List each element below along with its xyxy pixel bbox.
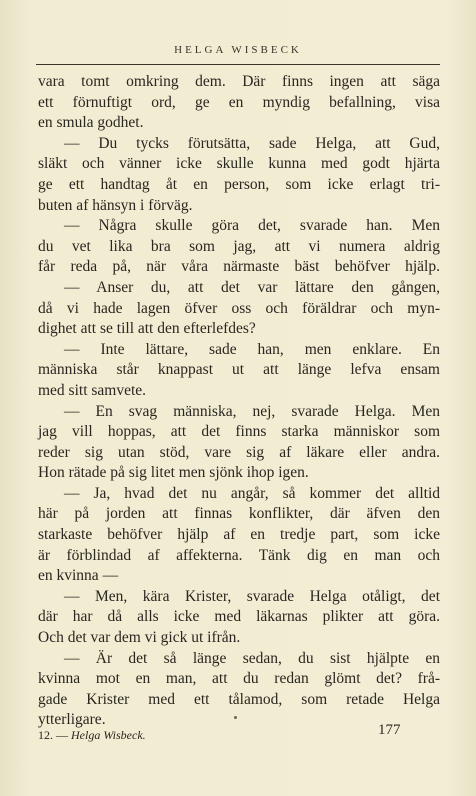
- text-line: Och det var dem vi gick ut ifrån.: [38, 629, 241, 647]
- text-line: — En svag människa, nej, svarade Helga. Men: [64, 402, 440, 420]
- text-line: starkaste behöfver hjälp af en tredje part, som icke: [38, 526, 440, 544]
- text-line: en kvinna —: [38, 567, 119, 585]
- text-line: då vi hade lagen öfver oss och föräldrar och myn-: [38, 299, 440, 317]
- text-line: — Ja, hvad det nu angår, så kommer det alltid: [64, 484, 440, 502]
- text-line: får reda på, när våra närmaste bäst behöfver hjälp.: [38, 258, 440, 276]
- text-line: ett förnuftigt ord, ge en myndig befallning, visa: [38, 93, 440, 111]
- text-line: människa står knappast ut att länge lefva ensam: [38, 361, 440, 379]
- signature-mark: [38, 728, 146, 743]
- text-line: ge ett handtag åt en person, som icke erlagt tri-: [38, 175, 440, 193]
- text-line: här på jorden att finnas konflikter, där äfven den: [38, 505, 440, 523]
- signature-number: 12. —: [38, 728, 68, 742]
- text-line: buten af hänsyn i förväg.: [38, 196, 193, 214]
- text-line: ytterligare.: [38, 711, 106, 729]
- text-line: du vet lika bra som jag, att vi numera aldrig: [38, 237, 440, 255]
- text-line: jag vill hoppas, att det finns starka människor som: [38, 423, 440, 441]
- text-line: — Inte lättare, sade han, men enklare. En: [64, 340, 440, 358]
- text-line: kvinna mot en man, att du redan glömt det? frå-: [38, 670, 440, 688]
- text-line: — Några skulle göra det, svarade han. Men: [64, 217, 440, 235]
- text-line: släkt och vänner icke skulle kunna med godt hjärta: [38, 155, 440, 173]
- text-line: gade Krister med ett tålamod, som retade Helga: [38, 690, 440, 708]
- text-line: vara tomt omkring dem. Där finns ingen att säga: [38, 73, 440, 90]
- paper-speck: [234, 716, 237, 719]
- text-line: är förblindad af affekterna. Tänk dig en man och: [38, 546, 440, 564]
- text-line: där har då alls icke med läkarnas plikter att göra.: [38, 608, 440, 626]
- text-line: dighet att se till att den efterlefdes?: [38, 320, 256, 338]
- text-line: reder sig utan stöd, vare sig af läkare eller andra.: [38, 443, 440, 461]
- running-head: HELGA WISBECK: [174, 44, 302, 56]
- text-line: — Du tycks förutsätta, sade Helga, att Gud,: [64, 134, 440, 152]
- text-line: — Men, kära Krister, svarade Helga otåligt, det: [64, 587, 440, 605]
- text-line: — Är det så länge sedan, du sist hjälpte en: [64, 649, 440, 667]
- text-line: Hon rätade på sig litet men sjönk ihop igen.: [38, 464, 309, 482]
- signature-title: Helga Wisbeck.: [71, 728, 146, 742]
- text-line: en smula godhet.: [38, 114, 144, 132]
- body-text: [38, 72, 440, 731]
- header-rule: [36, 64, 440, 65]
- page-number: 177: [378, 722, 401, 738]
- text-line: med sitt samvete.: [38, 381, 147, 399]
- text-line: — Anser du, att det var lättare den gången,: [64, 278, 440, 296]
